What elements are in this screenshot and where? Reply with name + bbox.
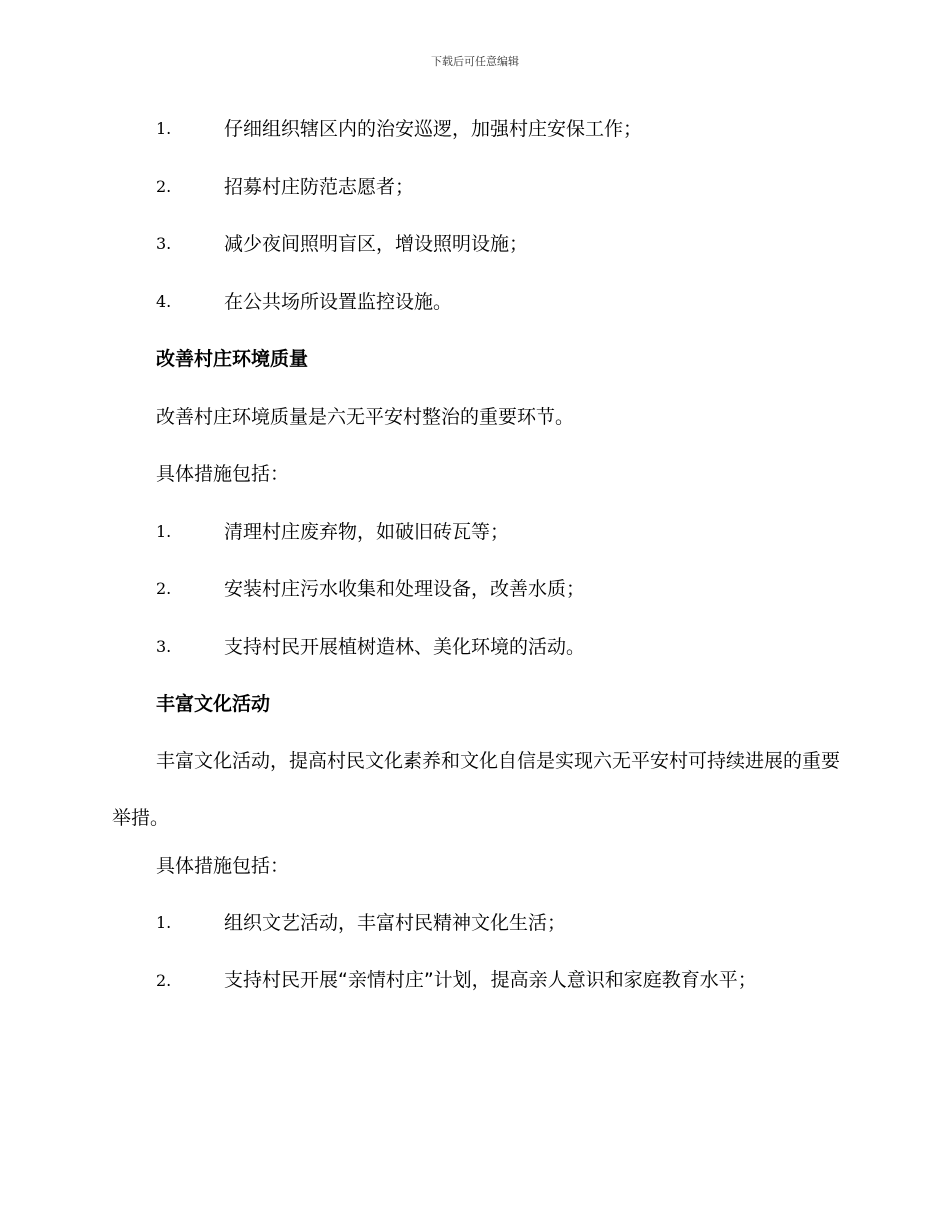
- list-text: 招募村庄防范志愿者；: [224, 175, 415, 198]
- list-text: 减少夜间照明盲区，增设照明设施；: [224, 233, 529, 255]
- header-note: 下载后可任意编辑: [431, 55, 519, 68]
- list-number: 1.: [156, 521, 172, 541]
- list-number: 2.: [156, 970, 172, 990]
- list-item: [112, 283, 842, 341]
- list-number: 1.: [156, 119, 172, 138]
- list-text: 仔细组织辖区内的治安巡逻，加强村庄安保工作；: [224, 118, 643, 140]
- document-body: [112, 110, 842, 1009]
- section-heading-environment: 改善村庄环境质量: [156, 348, 309, 370]
- list-number: 1.: [156, 913, 172, 932]
- list-text: 安装村庄污水收集和处理设备，改善水质；: [224, 578, 586, 600]
- list-item: [112, 628, 842, 686]
- list-text: 在公共场所设置监控设施。: [224, 290, 453, 313]
- section-heading-culture: 丰富文化活动: [156, 693, 271, 715]
- list-number: 3.: [156, 234, 172, 253]
- list-text: 支持村民开展植树造林、美化环境的活动。: [224, 635, 586, 658]
- list-text: 支持村民开展“亲情村庄”计划，提高亲人意识和家庭教育水平；: [224, 968, 757, 991]
- list-item: [112, 513, 842, 571]
- list-item: [112, 168, 842, 226]
- list-item: [112, 570, 842, 628]
- list-number: 3.: [156, 636, 172, 656]
- list-text: 清理村庄废弃物，如破旧砖瓦等；: [224, 520, 510, 543]
- section-intro-culture: 丰富文化活动，提高村民文化素养和文化自信是实现六无平安村可持续进展的重要举措。: [112, 749, 841, 829]
- measures-label: 具体措施包括：: [156, 854, 290, 877]
- section-intro-environment: 改善村庄环境质量是六无平安村整治的重要环节。: [156, 405, 575, 428]
- list-item: [112, 952, 842, 1009]
- measures-label: 具体措施包括：: [156, 463, 290, 485]
- list-item: [112, 225, 842, 283]
- list-text: 组织文艺活动，丰富村民精神文化生活；: [224, 912, 567, 934]
- list-number: 4.: [156, 291, 172, 311]
- list-item: [112, 110, 842, 168]
- list-number: 2.: [156, 176, 172, 196]
- list-number: 2.: [156, 579, 172, 598]
